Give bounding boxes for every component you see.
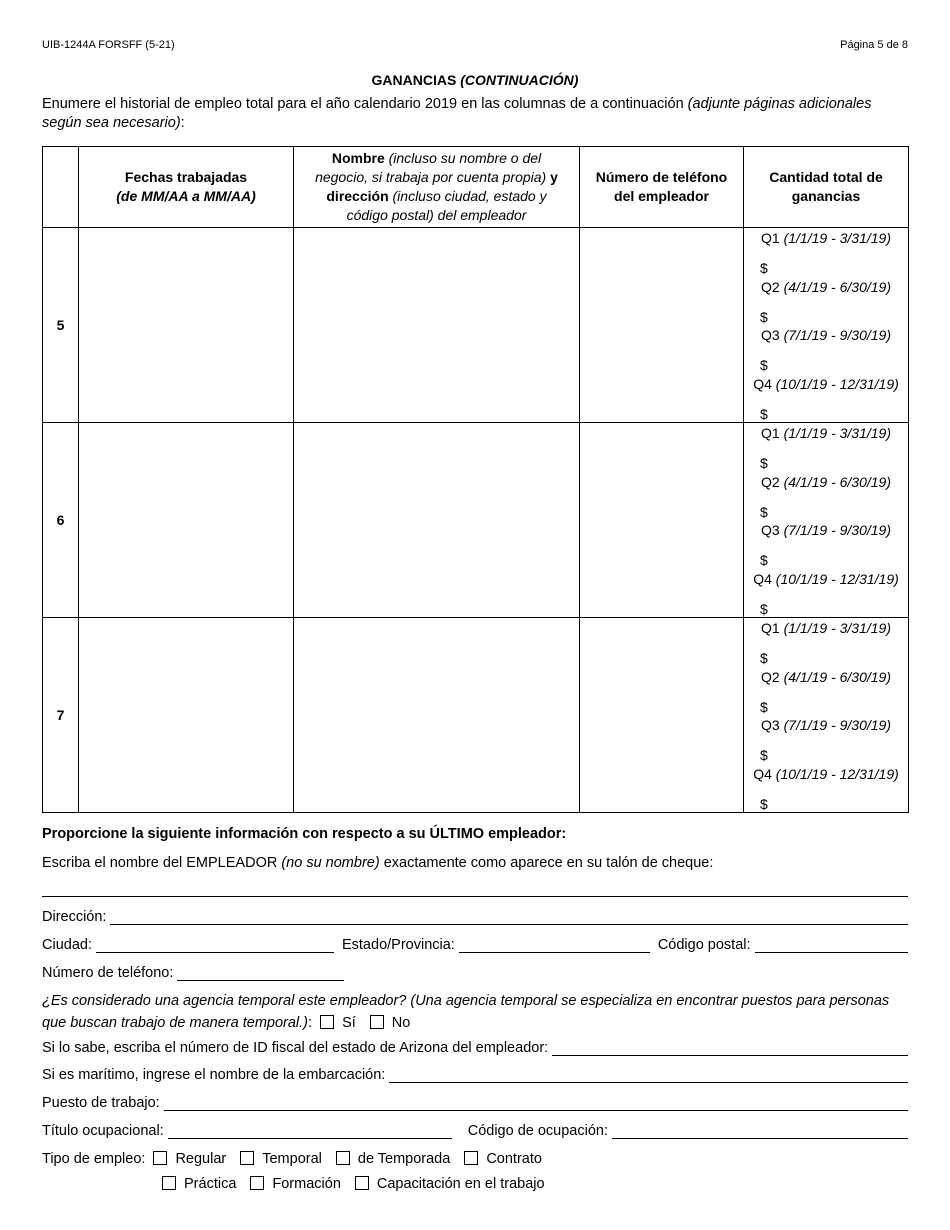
employment-type-checkbox[interactable] <box>240 1151 254 1165</box>
state-field[interactable] <box>459 938 650 953</box>
dollar-sign: $ <box>760 650 768 666</box>
phone-field[interactable] <box>177 966 344 981</box>
address-field[interactable] <box>110 909 908 925</box>
quarter-entry[interactable]: Q1 (1/1/19 - 3/31/19) $ <box>760 620 891 666</box>
employment-type-option[interactable]: Contrato <box>464 1151 542 1167</box>
col-employer-header: Nombre (incluso su nombre o del negocio, si trabaja por cuenta propia) y dirección (incluso ciudad, estado y código postal) del empleador <box>294 147 580 228</box>
employer-cell[interactable] <box>294 423 580 618</box>
col-dates-header: Fechas trabajadas (de MM/AA a MM/AA) <box>79 147 294 228</box>
row-number: 6 <box>43 423 79 618</box>
quarter-entry[interactable]: Q4 (10/1/19 - 12/31/19) $ <box>753 765 899 812</box>
row-number: 5 <box>43 228 79 423</box>
page-header <box>42 39 908 53</box>
occupation-row: Título ocupacional: Código de ocupación: <box>42 1123 908 1139</box>
dollar-sign: $ <box>760 503 768 520</box>
quarter-entry[interactable]: Q4 (10/1/19 - 12/31/19) $ <box>753 570 899 617</box>
earnings-cell <box>744 423 909 618</box>
quarter-entry[interactable]: Q1 (1/1/19 - 3/31/19) $ <box>760 425 891 471</box>
dollar-sign: $ <box>760 260 768 276</box>
dollar-sign: $ <box>760 698 768 715</box>
employer-name-prompt: Escriba el nombre del EMPLEADOR (no su nombre) exactamente como aparece en su talón de cheque: <box>42 855 714 871</box>
dollar-sign: $ <box>760 357 768 373</box>
quarter-entry[interactable]: Q3 (7/1/19 - 9/30/19) $ <box>760 522 891 568</box>
vessel-field[interactable] <box>389 1067 908 1083</box>
employer-name-field[interactable] <box>42 880 908 897</box>
quarter-entry[interactable]: Q2 (4/1/19 - 6/30/19) $ <box>760 278 891 325</box>
quarter-entry[interactable]: Q2 (4/1/19 - 6/30/19) $ <box>760 668 891 715</box>
address-row: Dirección: <box>42 909 908 925</box>
employment-type-option[interactable]: Práctica <box>162 1176 236 1192</box>
phone-cell[interactable] <box>580 423 744 618</box>
table-header-row <box>43 147 909 228</box>
city-state-zip-row: Ciudad: Estado/Provincia: Código postal: <box>42 937 908 953</box>
tax-id-row: Si lo sabe, escriba el número de ID fiscal del estado de Arizona del empleador: <box>42 1040 908 1056</box>
col-number-header <box>43 147 79 228</box>
dates-cell[interactable] <box>79 228 294 423</box>
table-row <box>43 423 909 618</box>
table-row <box>43 228 909 423</box>
dollar-sign: $ <box>760 552 768 568</box>
employment-type-checkbox[interactable] <box>464 1151 478 1165</box>
employment-type-checkbox[interactable] <box>153 1151 167 1165</box>
city-field[interactable] <box>96 938 334 953</box>
row-number: 7 <box>43 618 79 813</box>
employment-type-checkbox[interactable] <box>336 1151 350 1165</box>
job-field[interactable] <box>164 1095 908 1111</box>
last-employer-heading: Proporcione la siguiente información con respecto a su ÚLTIMO empleador: <box>42 826 567 842</box>
employment-type-row-2 <box>162 1176 902 1192</box>
employment-type-option[interactable]: Formación <box>250 1176 341 1192</box>
temp-agency-no-checkbox[interactable] <box>370 1015 384 1029</box>
phone-cell[interactable] <box>580 228 744 423</box>
table-row <box>43 618 909 813</box>
page-number: Página 5 de 8 <box>840 39 908 51</box>
job-row: Puesto de trabajo: <box>42 1095 908 1111</box>
dollar-sign: $ <box>760 747 768 763</box>
quarter-entry[interactable]: Q1 (1/1/19 - 3/31/19) $ <box>760 230 891 276</box>
employment-type-option[interactable]: Capacitación en el trabajo <box>355 1176 545 1192</box>
dates-cell[interactable] <box>79 423 294 618</box>
phone-cell[interactable] <box>580 618 744 813</box>
earnings-cell <box>744 618 909 813</box>
quarter-entry[interactable]: Q3 (7/1/19 - 9/30/19) $ <box>760 717 891 763</box>
dates-cell[interactable] <box>79 618 294 813</box>
employer-cell[interactable] <box>294 618 580 813</box>
dollar-sign: $ <box>760 795 768 812</box>
quarter-entry[interactable]: Q4 (10/1/19 - 12/31/19) $ <box>753 375 899 422</box>
employment-type-checkbox[interactable] <box>162 1176 176 1190</box>
employment-type-option[interactable]: Temporal <box>240 1151 322 1167</box>
dollar-sign: $ <box>760 600 768 617</box>
quarter-entry[interactable]: Q3 (7/1/19 - 9/30/19) $ <box>760 327 891 373</box>
earnings-cell <box>744 228 909 423</box>
dollar-sign: $ <box>760 308 768 325</box>
dollar-sign: $ <box>760 405 768 422</box>
page-title: GANANCIAS (CONTINUACIÓN) <box>371 72 579 88</box>
intro-text: Enumere el historial de empleo total para el año calendario 2019 en las columnas de a continuación (adjunte páginas adicionales según sea necesario): <box>42 96 872 131</box>
col-phone-header: Número de teléfono del empleador <box>580 147 744 228</box>
employment-type-checkbox[interactable] <box>355 1176 369 1190</box>
col-earnings-header: Cantidad total de ganancias <box>744 147 909 228</box>
form-code: UIB-1244A FORSFF (5-21) <box>42 39 175 51</box>
dollar-sign: $ <box>760 455 768 471</box>
zip-field[interactable] <box>755 937 908 953</box>
temp-agency-yes-checkbox[interactable] <box>320 1015 334 1029</box>
phone-row: Número de teléfono: <box>42 965 908 981</box>
employer-cell[interactable] <box>294 228 580 423</box>
employment-type-option[interactable]: Regular <box>153 1151 226 1167</box>
temp-agency-question: ¿Es considerado una agencia temporal este empleador? (Una agencia temporal se especializa en encontrar puestos para personas que buscan trabajo de manera temporal.): Sí No <box>42 993 890 1031</box>
employment-type-checkbox[interactable] <box>250 1176 264 1190</box>
quarter-entry[interactable]: Q2 (4/1/19 - 6/30/19) $ <box>760 473 891 520</box>
tax-id-field[interactable] <box>552 1040 908 1056</box>
employment-history-table <box>42 146 909 813</box>
occupation-code-field[interactable] <box>612 1123 908 1139</box>
vessel-row: Si es marítimo, ingrese el nombre de la embarcación: <box>42 1067 908 1083</box>
occupational-title-field[interactable] <box>168 1124 452 1139</box>
employment-type-option[interactable]: de Temporada <box>336 1151 450 1167</box>
employment-type-row: Tipo de empleo: Regular Temporal de Temporada Contrato <box>42 1151 542 1167</box>
